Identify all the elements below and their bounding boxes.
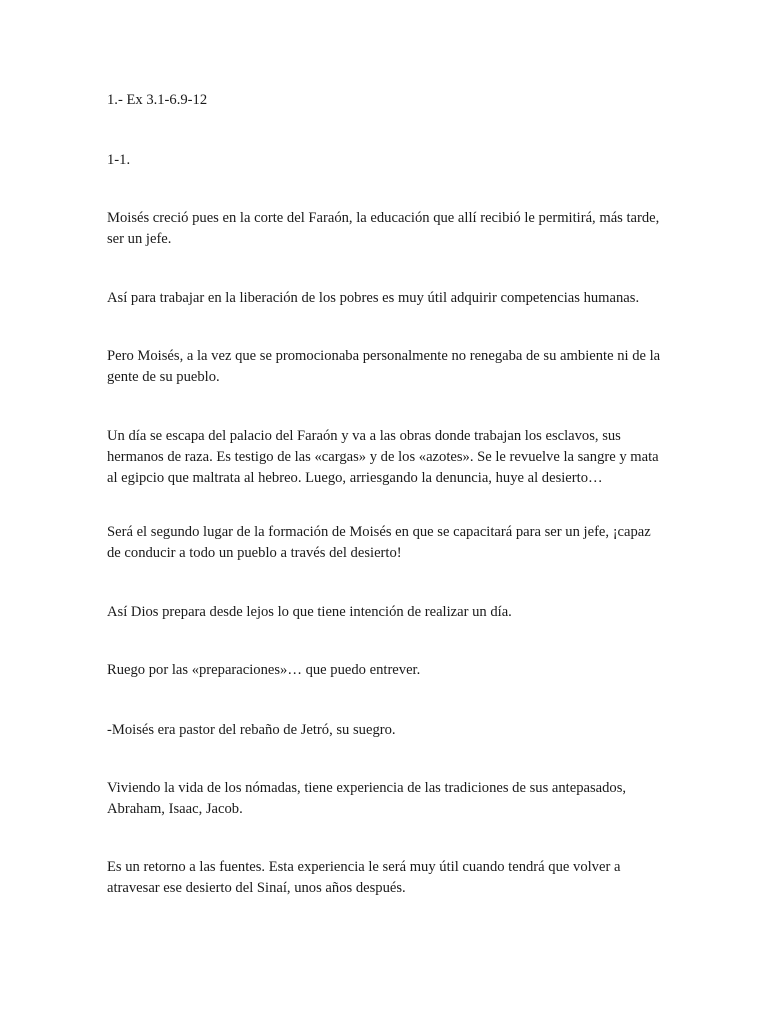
paragraph-9: Viviendo la vida de los nómadas, tiene experiencia de las tradiciones de sus antepasados, Abraham, Isaac, Jacob. (107, 780, 627, 817)
paragraph-8: -Moisés era pastor del rebaño de Jetró, su suegro. (107, 722, 396, 738)
paragraph-6: Así Dios prepara desde lejos lo que tiene intención de realizar un día. (107, 604, 512, 620)
paragraph-4: Un día se escapa del palacio del Faraón y va a las obras donde trabajan los esclavos, sus hermanos de raza. Es testigo de las «cargas» y de los «azotes». Se le revuelve la sangre y mata al egipcio que maltrata al hebreo. Luego, arriesgando la denuncia, huye al desierto… (107, 428, 659, 486)
paragraph-2: Así para trabajar en la liberación de los pobres es muy útil adquirir competencias humanas. (107, 290, 640, 306)
paragraph-7: Ruego por las «preparaciones»… que puedo entrever. (107, 662, 421, 678)
paragraph-1: Moisés creció pues en la corte del Faraón, la educación que allí recibió le permitirá, más tarde, ser un jefe. (107, 210, 660, 247)
paragraph-3: Pero Moisés, a la vez que se promocionaba personalmente no renegaba de su ambiente ni de la gente de su pueblo. (107, 348, 661, 385)
document-heading: 1.- Ex 3.1-6.9-12 (107, 92, 208, 108)
paragraph-10: Es un retorno a las fuentes. Esta experiencia le será muy útil cuando tendrá que volver a atravesar ese desierto del Sinaí, unos años después. (107, 859, 621, 896)
document-subheading: 1-1. (107, 152, 131, 168)
paragraph-5: Será el segundo lugar de la formación de Moisés en que se capacitará para ser un jefe, ¡capaz de conducir a todo un pueblo a través del desierto! (107, 524, 651, 561)
